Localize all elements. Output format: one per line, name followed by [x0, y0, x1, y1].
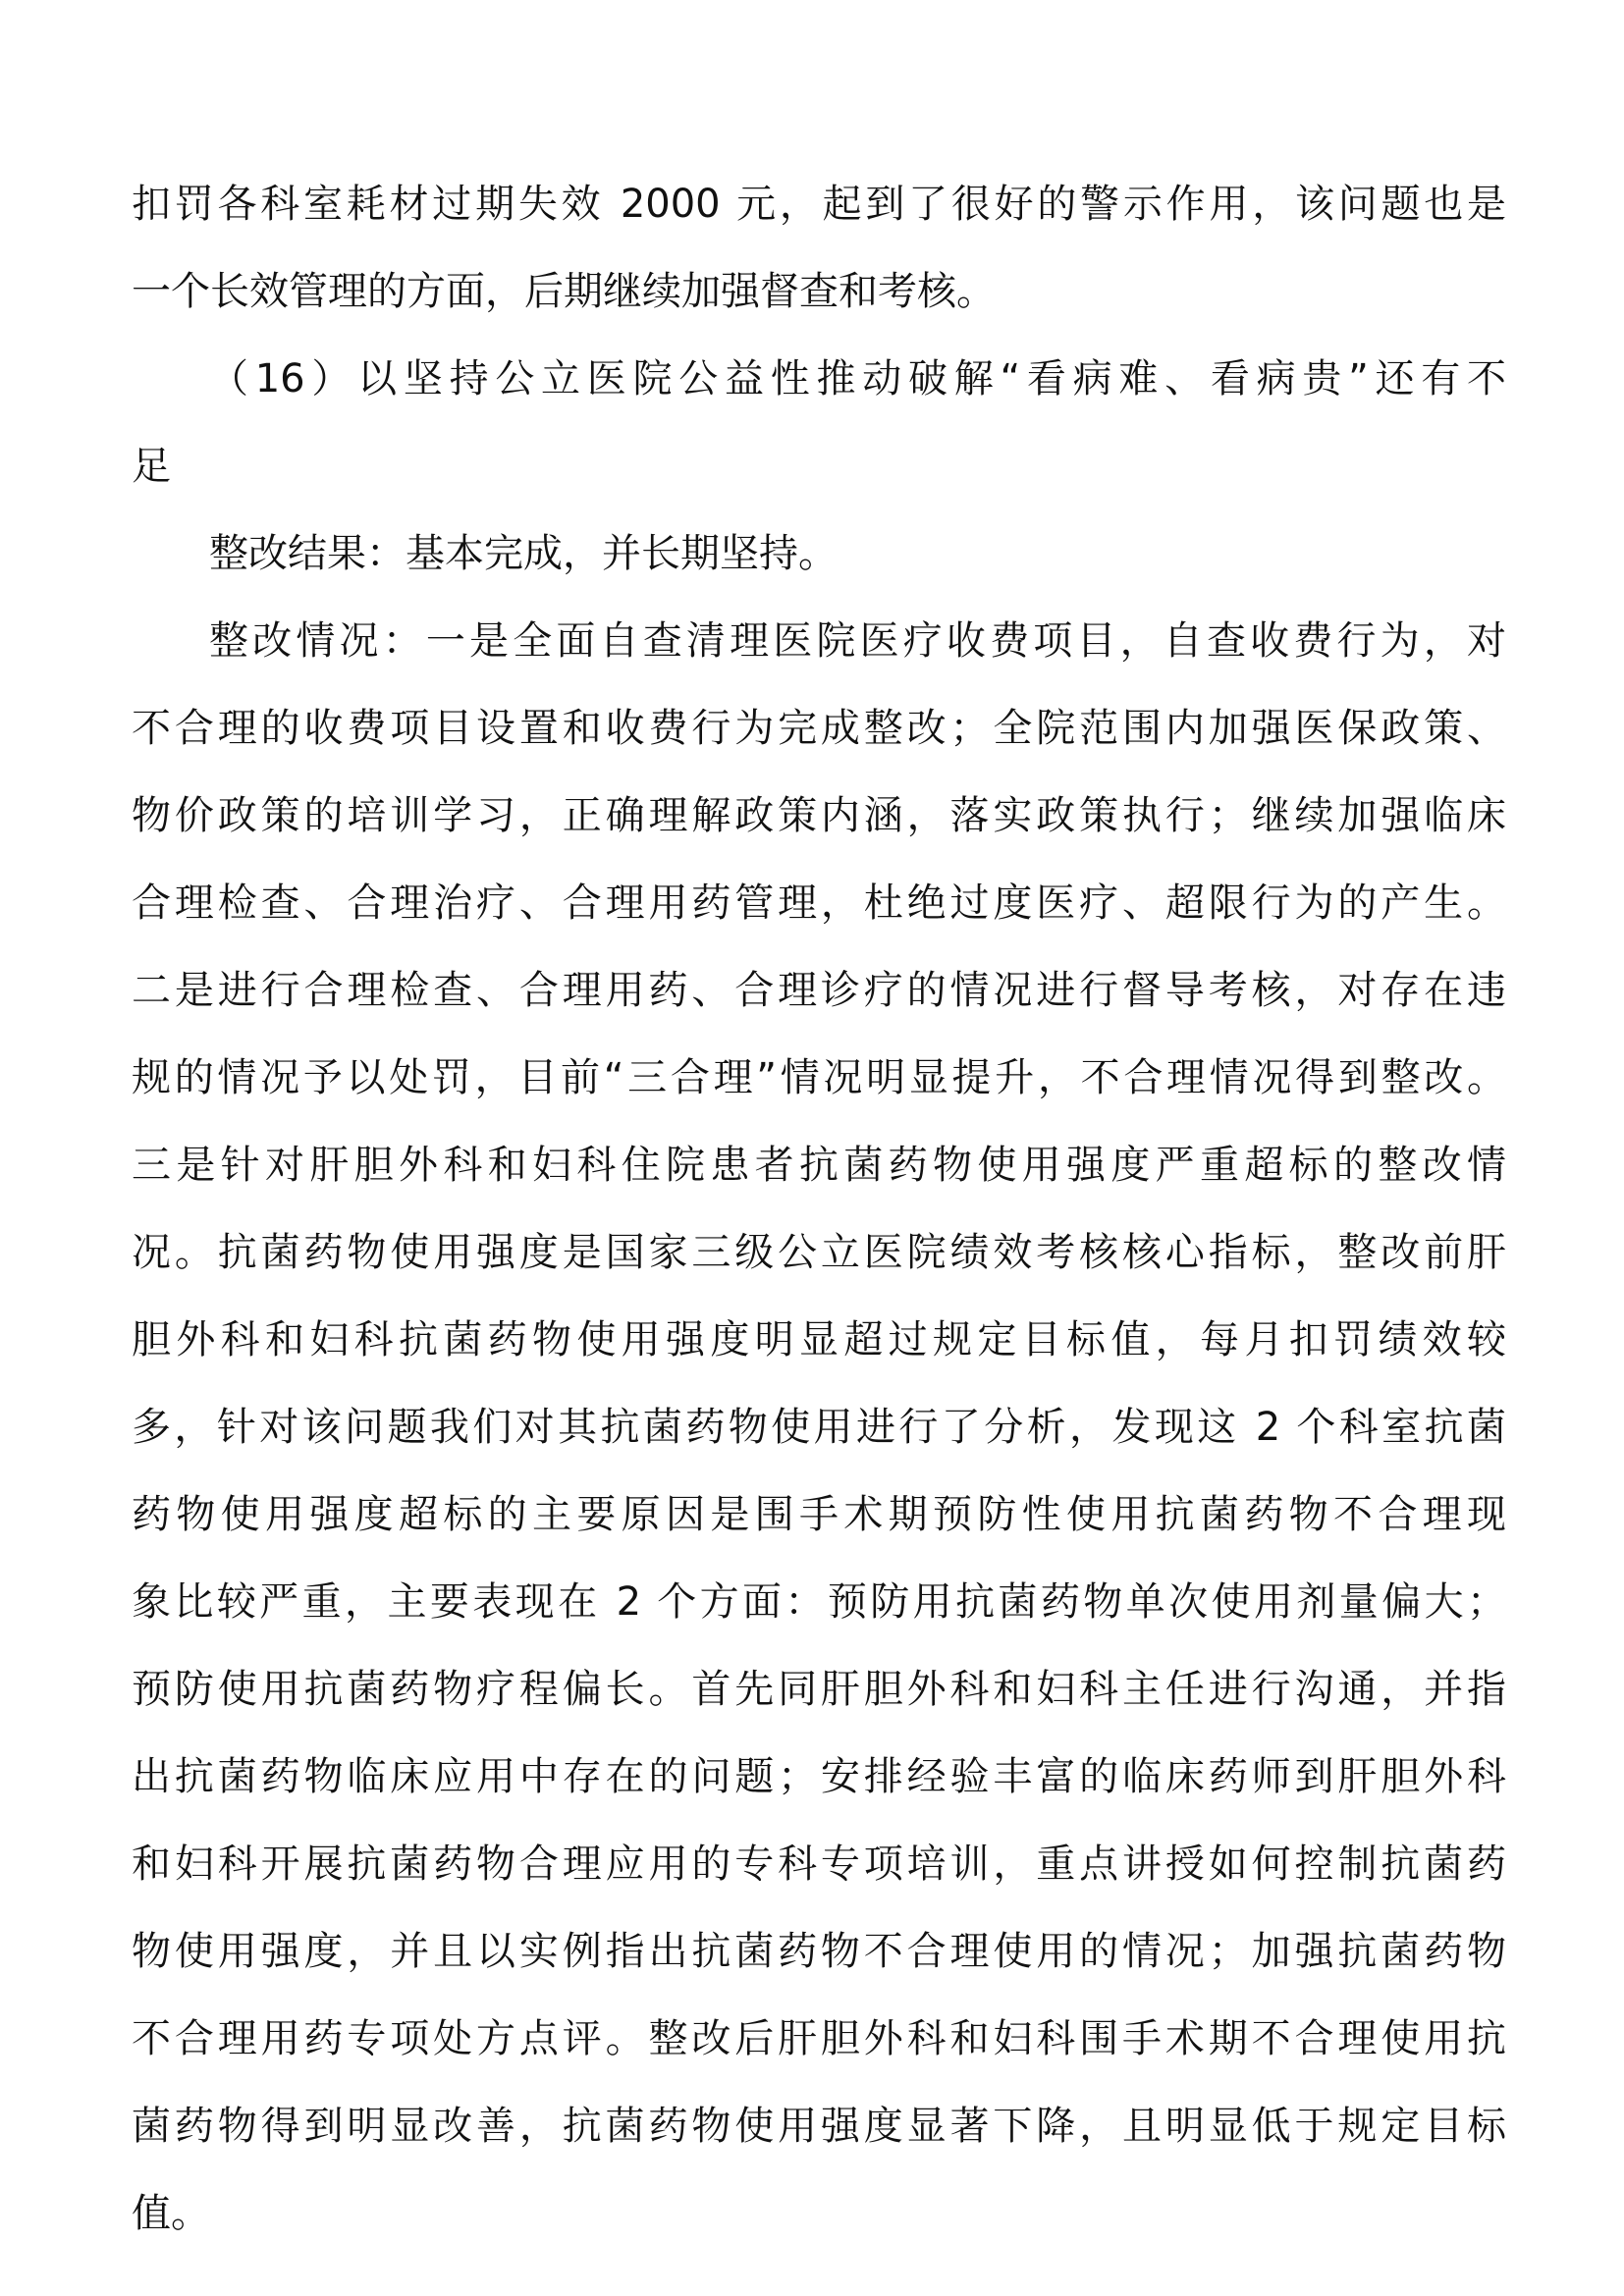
text-line: 出抗菌药物临床应用中存在的问题；安排经验丰富的临床药师到肝胆外科: [132, 1754, 1506, 1799]
section-heading: （16）以坚持公立医院公益性推动破解“看病难、看病贵”还有不: [209, 356, 1506, 401]
text-line: 二是进行合理检查、合理用药、合理诊疗的情况进行督导考核，对存在违: [132, 968, 1506, 1013]
rectification-result: 整改结果：基本完成，并长期坚持。: [209, 531, 838, 576]
text-line: 物使用强度，并且以实例指出抗菌药物不合理使用的情况；加强抗菌药物: [132, 1929, 1506, 1974]
text-line: 药物使用强度超标的主要原因是围手术期预防性使用抗菌药物不合理现: [132, 1492, 1506, 1537]
text-line: 象比较严重，主要表现在 2 个方面：预防用抗菌药物单次使用剂量偏大；: [132, 1579, 1506, 1625]
text-line: 不合理的收费项目设置和收费行为完成整改；全院范围内加强医保政策、: [132, 706, 1506, 751]
section-heading-continued: 足: [132, 444, 171, 489]
text-line: 不合理用药专项处方点评。整改后肝胆外科和妇科围手术期不合理使用抗: [132, 2016, 1506, 2061]
text-line: 菌药物得到明显改善，抗菌药物使用强度显著下降，且明显低于规定目标: [132, 2104, 1506, 2149]
text-line: 扣罚各科室耗材过期失效 2000 元，起到了很好的警示作用，该问题也是: [132, 182, 1506, 227]
text-line: 规的情况予以处罚，目前“三合理”情况明显提升，不合理情况得到整改。: [132, 1055, 1506, 1100]
text-line: 和妇科开展抗菌药物合理应用的专科专项培训，重点讲授如何控制抗菌药: [132, 1842, 1506, 1887]
text-line: 多，针对该问题我们对其抗菌药物使用进行了分析，发现这 2 个科室抗菌: [132, 1405, 1506, 1450]
text-line: 况。抗菌药物使用强度是国家三级公立医院绩效考核核心指标，整改前肝: [132, 1230, 1506, 1275]
text-line: 胆外科和妇科抗菌药物使用强度明显超过规定目标值，每月扣罚绩效较: [132, 1317, 1506, 1362]
text-line: 预防使用抗菌药物疗程偏长。首先同肝胆外科和妇科主任进行沟通，并指: [132, 1667, 1506, 1712]
text-line: 整改情况：一是全面自查清理医院医疗收费项目，自查收费行为，对: [209, 618, 1506, 664]
text-line: 值。: [132, 2191, 210, 2236]
text-line: 合理检查、合理治疗、合理用药管理，杜绝过度医疗、超限行为的产生。: [132, 881, 1506, 926]
text-line: 三是针对肝胆外科和妇科住院患者抗菌药物使用强度严重超标的整改情: [132, 1143, 1506, 1188]
text-line: 物价政策的培训学习，正确理解政策内涵，落实政策执行；继续加强临床: [132, 793, 1506, 838]
text-line: 一个长效管理的方面，后期继续加强督查和考核。: [132, 269, 996, 314]
